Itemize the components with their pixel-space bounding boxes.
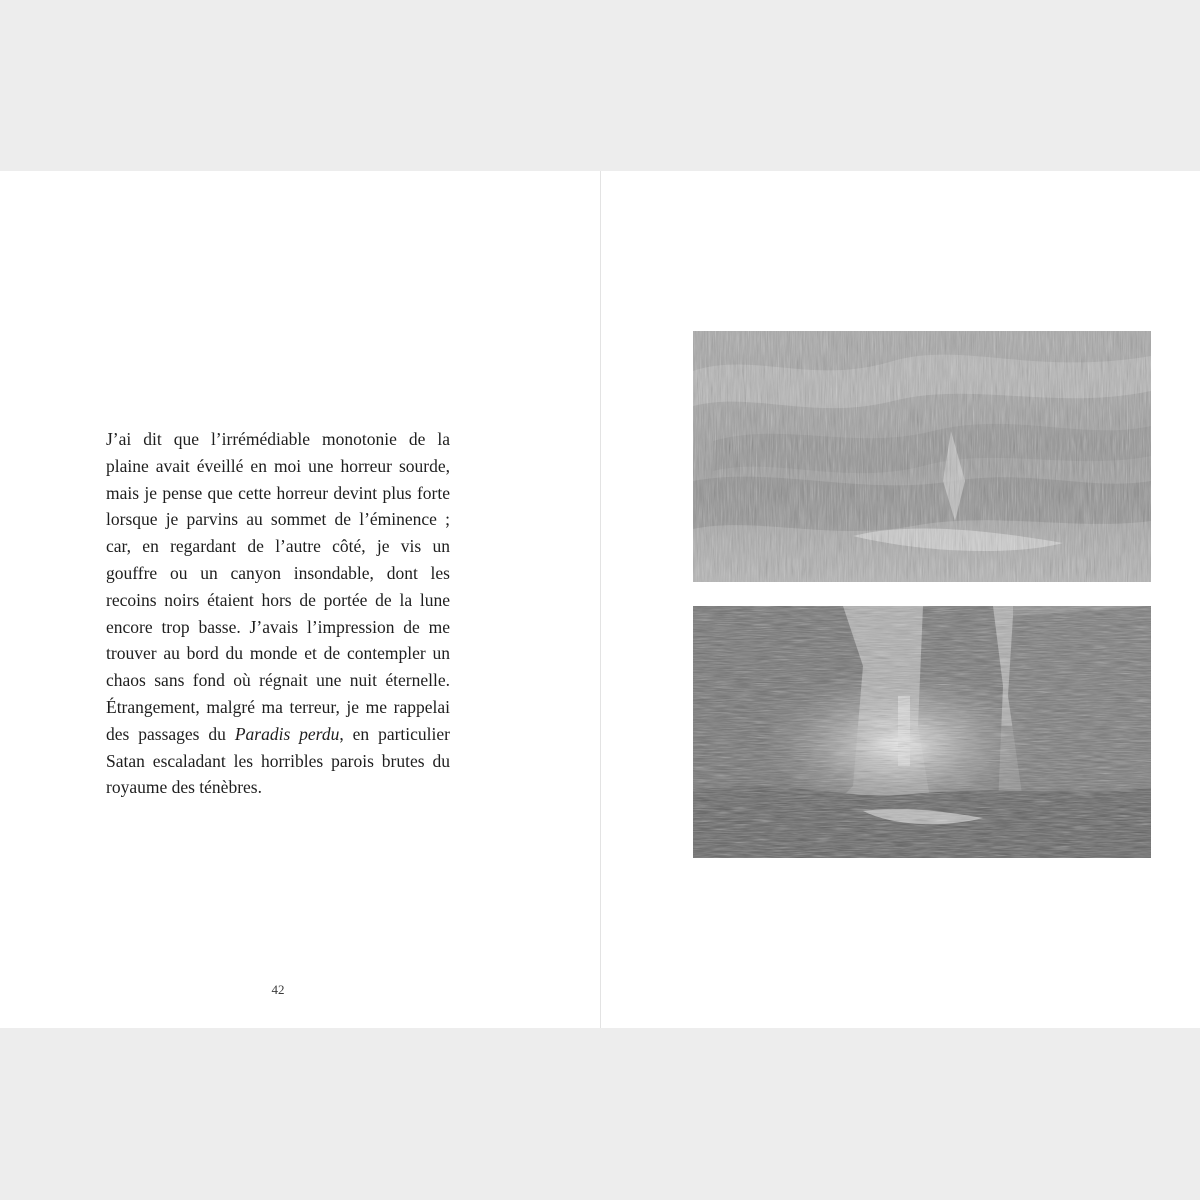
page-number: 42 <box>271 982 285 997</box>
book-title-italic: Paradis perdu <box>234 723 340 744</box>
paragraph-text-end: , en particulier Satan escaladant les horribles parois brutes du royaume des ténèbres. <box>106 723 450 798</box>
illustration-plain <box>693 331 1151 582</box>
body-paragraph <box>106 426 450 801</box>
canyon-drawing <box>693 606 1151 858</box>
illustration-canyon <box>693 606 1151 858</box>
paragraph-text-start: J’ai dit que l’irrémédiable monotonie de la plaine avait éveillé en moi une horreur sourde, mais je pense que cette horreur devint plus forte lorsque je parvins au sommet de l’éminence ; car, en regardant de l’autre côté, je vis un gouffre ou un canyon insondable, dont les recoins noirs étaient hors de portée de la lune encore trop basse. J’avais l’impression de me trouver au bord du monde et de contempler un chaos sans fond où régnait une nuit éternelle. Étrangement, malgré ma terreur, je me rappelai des passages du <box>106 429 450 744</box>
plain-drawing <box>693 331 1151 582</box>
book-spread <box>0 171 1200 1028</box>
left-page <box>0 171 600 1028</box>
right-page <box>601 171 1200 1028</box>
